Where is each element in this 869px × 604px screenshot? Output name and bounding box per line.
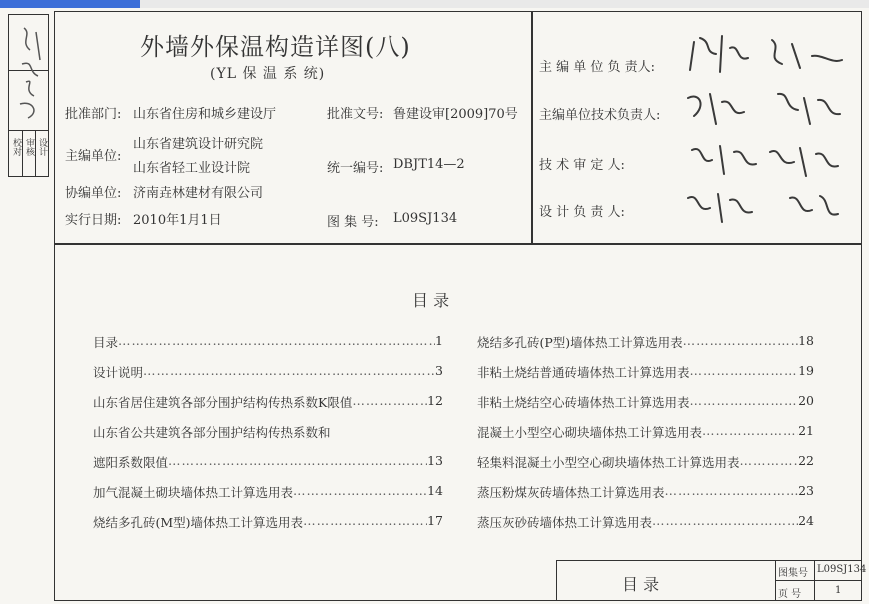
approval-no: 鲁建设审[2009]70号 [393, 107, 518, 122]
header-divider [531, 11, 533, 243]
header-bottom-rule [54, 243, 862, 245]
toc-leader-dots [352, 393, 427, 411]
toc-item-title: 设计说明 [93, 365, 144, 380]
toc-leader-dots [702, 423, 798, 441]
co-unit-label: 协编单位: [65, 186, 122, 201]
sidebar-proofread-label: 校对 [11, 138, 21, 156]
toc-item-lightweight-block[interactable] [477, 453, 814, 471]
toc-item-title: 遮阳系数限值 [93, 455, 169, 470]
toc-leader-dots [143, 363, 435, 381]
toc-leader-dots [118, 333, 435, 351]
toc-leader-dots [652, 513, 798, 531]
sidebar-review-label: 审核 [24, 138, 34, 156]
toc-item-contents[interactable] [93, 333, 443, 351]
toc-item-page: 20 [798, 393, 814, 408]
toc-item-page: 22 [798, 453, 814, 468]
toc-item-residential-k-limits[interactable] [93, 393, 443, 411]
toc-item-solid-brick[interactable] [477, 363, 814, 381]
toc-leader-dots [690, 363, 799, 381]
toc-item-page: 19 [798, 363, 814, 378]
titleblock-atlas-label: 图集号 [778, 568, 808, 579]
toc-item-title: 山东省居住建筑各部分围护结构传热系数K限值 [93, 395, 353, 410]
sidebar-signatures [10, 20, 48, 126]
toc-item-concrete-block[interactable] [477, 423, 814, 441]
approval-no-label: 批准文号: [327, 107, 384, 122]
toc-leader-dots [665, 483, 799, 501]
page-title: 外墙外保温构造详图(八) [140, 33, 411, 61]
toc-item-sand-lime-brick[interactable] [477, 513, 814, 531]
binding-strip-edge [8, 14, 49, 15]
viewer-top-bar [0, 0, 869, 8]
approval-dept: 山东省住房和城乡建设厅 [133, 107, 277, 122]
chief-unit-1: 山东省建筑设计研究院 [133, 137, 264, 152]
toc-item-page: 14 [427, 483, 443, 498]
approval-dept-label: 批准部门: [65, 107, 122, 122]
toc-item-title: 非粘土烧结空心砖墙体热工计算选用表 [477, 395, 690, 410]
toc-item-porous-brick-m[interactable] [93, 513, 443, 531]
toc-item-title: 非粘土烧结普通砖墙体热工计算选用表 [477, 365, 690, 380]
titleblock-left-rule [556, 560, 557, 601]
toc-item-page: 1 [435, 333, 443, 348]
toc-item-porous-brick-p[interactable] [477, 333, 814, 351]
chief-unit-head-label: 主 编 单 位 负 责人: [539, 60, 656, 75]
tech-reviewer-label: 技 术 审 定 人: [539, 158, 625, 173]
toc-item-page: 17 [427, 513, 443, 528]
co-unit: 济南垚林建材有限公司 [133, 186, 264, 201]
toc-item-page: 18 [798, 333, 814, 348]
chief-unit-2: 山东省轻工业设计院 [133, 161, 251, 176]
toc-leader-dots [683, 333, 798, 351]
binding-strip-edge [8, 176, 49, 177]
toc-item-hollow-brick[interactable] [477, 393, 814, 411]
unified-no: DBJT14—2 [393, 157, 465, 172]
toc-item-design-notes[interactable] [93, 363, 443, 381]
atlas-no: L09SJ134 [393, 211, 458, 226]
toc-item-title: 蒸压粉煤灰砖墙体热工计算选用表 [477, 485, 665, 500]
binding-strip-divider [8, 130, 49, 131]
toc-leader-dots [690, 393, 799, 411]
viewer-title-strip [0, 0, 140, 8]
toc-item-title: 山东省公共建筑各部分围护结构传热系数和 [93, 425, 331, 440]
toc-item-title: 混凝土小型空心砌块墙体热工计算选用表 [477, 425, 703, 440]
toc-item-title: 烧结多孔砖(P型)墙体热工计算选用表 [477, 335, 683, 350]
toc-heading: 目 录 [412, 291, 450, 310]
sidebar-design-label: 设计 [37, 138, 47, 156]
titleblock-page-label: 页 号 [778, 589, 802, 600]
titleblock-divider [775, 580, 862, 581]
toc-item-title: 目录 [93, 335, 119, 350]
titleblock-page-value: 1 [835, 585, 842, 596]
toc-item-title: 蒸压灰砂砖墙体热工计算选用表 [477, 515, 653, 530]
toc-item-page: 13 [427, 453, 443, 468]
toc-leader-dots [168, 453, 427, 471]
toc-item-title: 加气混凝土砌块墙体热工计算选用表 [93, 485, 294, 500]
titleblock-atlas-value: L09SJ134 [817, 564, 867, 575]
atlas-no-label: 图 集 号: [327, 215, 379, 230]
toc-item-aerated-concrete[interactable] [93, 483, 443, 501]
toc-item-fly-ash-brick[interactable] [477, 483, 814, 501]
toc-item-shading-coefficient[interactable] [93, 453, 443, 471]
toc-item-page: 12 [427, 393, 443, 408]
toc-leader-dots [740, 453, 799, 471]
toc-item-title: 烧结多孔砖(M型)墙体热工计算选用表 [93, 515, 304, 530]
titleblock-name: 目 录 [622, 575, 660, 594]
design-lead-label: 设 计 负 责 人: [539, 205, 625, 220]
effective-date: 2010年1月1日 [133, 213, 222, 228]
toc-item-page: 21 [798, 423, 814, 438]
date-label: 实行日期: [65, 213, 122, 228]
toc-item-public-building-k[interactable] [93, 423, 443, 441]
toc-item-title: 轻集料混凝土小型空心砌块墙体热工计算选用表 [477, 455, 740, 470]
unified-no-label: 统一编号: [327, 161, 384, 176]
toc-item-page: 24 [798, 513, 814, 528]
toc-leader-dots [293, 483, 427, 501]
chief-unit-label: 主编单位: [65, 149, 122, 164]
chief-tech-head-label: 主编单位技术负责人: [539, 108, 661, 123]
page-subtitle: (YL 保 温 系 统) [210, 66, 326, 82]
titleblock-top-rule [556, 560, 862, 561]
toc-leader-dots [303, 513, 427, 531]
handwritten-signatures [682, 28, 860, 228]
binding-strip-edge [8, 14, 9, 176]
toc-item-page: 3 [435, 363, 443, 378]
toc-item-page: 23 [798, 483, 814, 498]
